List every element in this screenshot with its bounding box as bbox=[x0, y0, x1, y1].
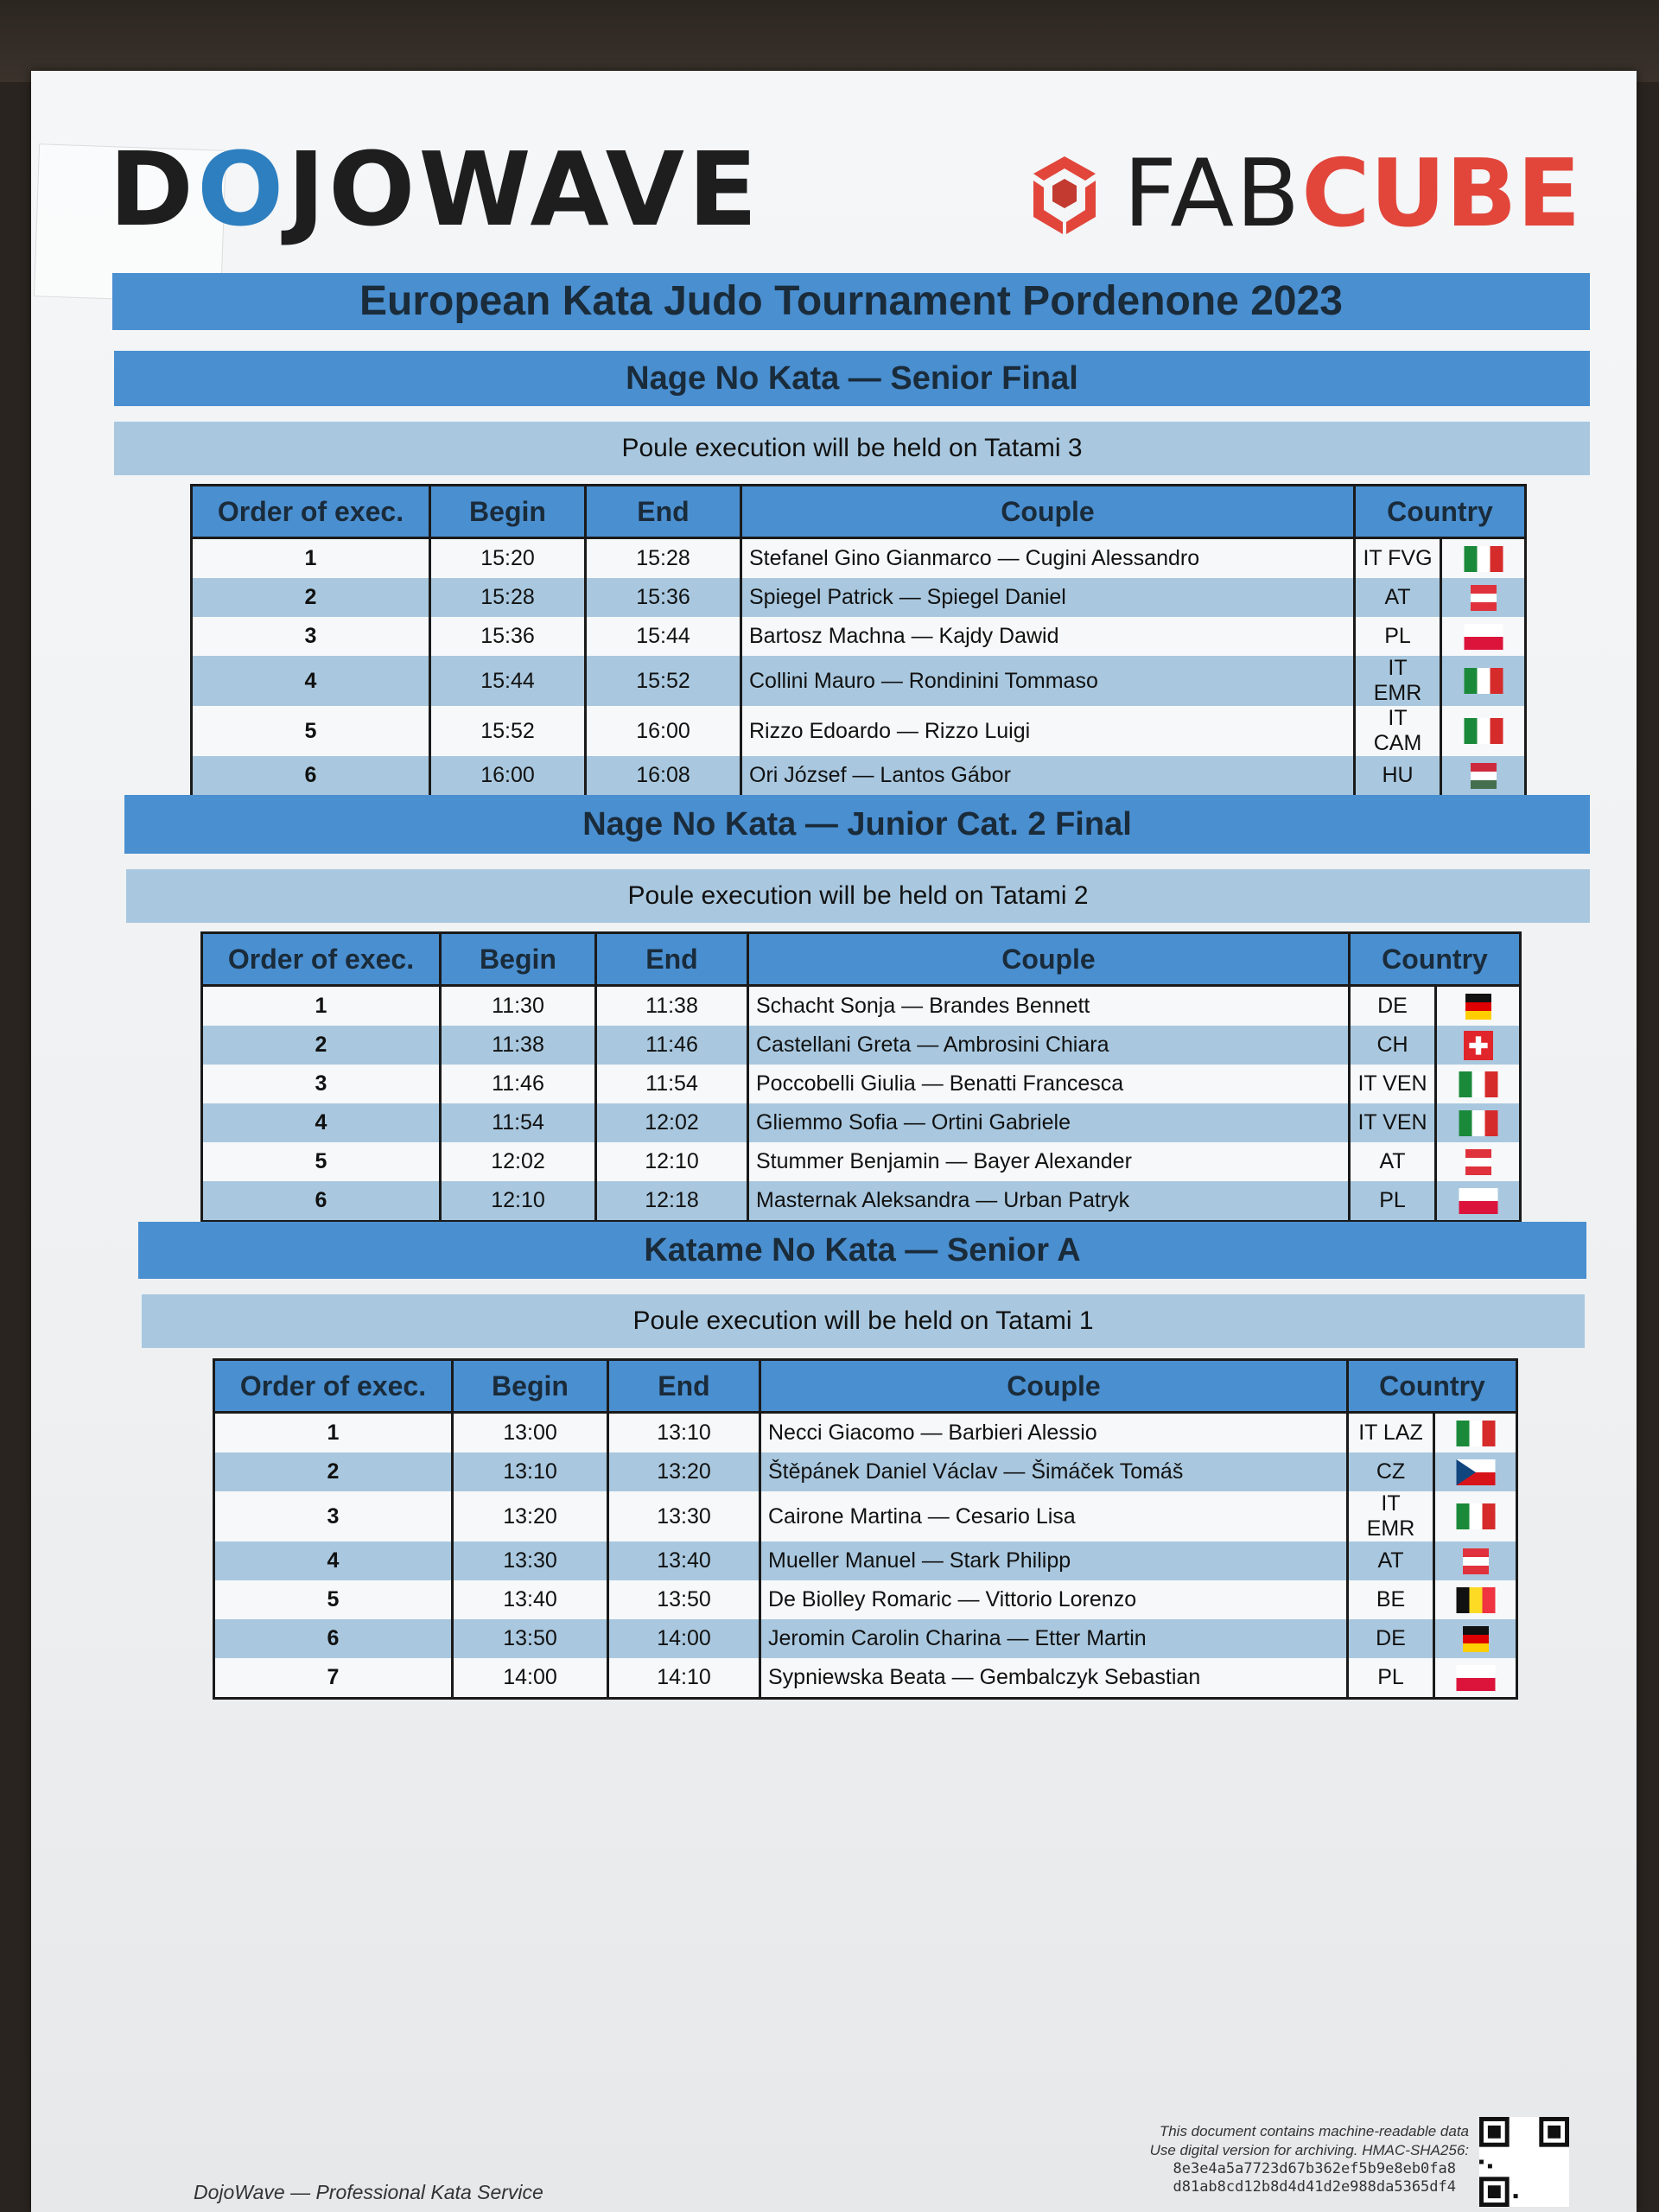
country-cell: PL bbox=[1348, 1658, 1434, 1699]
order-cell: 5 bbox=[192, 706, 430, 756]
begin-cell: 13:00 bbox=[453, 1413, 608, 1453]
begin-cell: 12:10 bbox=[441, 1181, 596, 1222]
cz-flag-icon bbox=[1454, 1459, 1497, 1485]
section-1-title: Nage No Kata — Senior Final bbox=[114, 351, 1590, 406]
end-cell: 15:52 bbox=[586, 656, 741, 706]
pl-flag-icon bbox=[1454, 1665, 1497, 1691]
col-begin: Begin bbox=[430, 486, 586, 538]
end-cell: 13:40 bbox=[608, 1541, 760, 1580]
country-cell: AT bbox=[1348, 1541, 1434, 1580]
end-cell: 13:50 bbox=[608, 1580, 760, 1619]
couple-cell: Rizzo Edoardo — Rizzo Luigi bbox=[741, 706, 1355, 756]
at-flag-icon bbox=[1454, 1548, 1497, 1574]
ch-flag-icon bbox=[1464, 1031, 1493, 1060]
flag-cell bbox=[1441, 617, 1526, 656]
begin-cell: 14:00 bbox=[453, 1658, 608, 1699]
flag-cell bbox=[1434, 1580, 1517, 1619]
begin-cell: 13:10 bbox=[453, 1452, 608, 1491]
couple-cell: Sypniewska Beata — Gembalczyk Sebastian bbox=[760, 1658, 1348, 1699]
flag-cell bbox=[1436, 1103, 1521, 1142]
col-end: End bbox=[586, 486, 741, 538]
end-cell: 15:28 bbox=[586, 538, 741, 579]
flag-cell bbox=[1434, 1413, 1517, 1453]
couple-cell: Stefanel Gino Gianmarco — Cugini Alessandro bbox=[741, 538, 1355, 579]
pl-flag-icon bbox=[1462, 624, 1505, 650]
country-cell: BE bbox=[1348, 1580, 1434, 1619]
couple-cell: Schacht Sonja — Brandes Bennett bbox=[748, 986, 1350, 1027]
col-order: Order of exec. bbox=[214, 1360, 453, 1413]
col-begin: Begin bbox=[453, 1360, 608, 1413]
begin-cell: 15:20 bbox=[430, 538, 586, 579]
couple-cell: Masternak Aleksandra — Urban Patryk bbox=[748, 1181, 1350, 1222]
table-row bbox=[192, 578, 1526, 617]
order-cell: 6 bbox=[202, 1181, 441, 1222]
end-cell: 12:10 bbox=[596, 1142, 748, 1181]
table-row bbox=[214, 1619, 1517, 1658]
order-cell: 3 bbox=[214, 1491, 453, 1541]
cube-text: CUBE bbox=[1301, 140, 1581, 248]
table-row bbox=[192, 756, 1526, 797]
qr-code-icon bbox=[1479, 2117, 1569, 2207]
country-cell: HU bbox=[1355, 756, 1441, 797]
section-3-title: Katame No Kata — Senior A bbox=[138, 1222, 1586, 1279]
tournament-title: European Kata Judo Tournament Pordenone 2023 bbox=[112, 273, 1590, 330]
flag-cell bbox=[1436, 1026, 1521, 1065]
table-row bbox=[214, 1658, 1517, 1699]
flag-cell bbox=[1441, 656, 1526, 706]
flag-cell bbox=[1434, 1658, 1517, 1699]
order-cell: 6 bbox=[214, 1619, 453, 1658]
footer-hash bbox=[1106, 2160, 1456, 2196]
end-cell: 12:18 bbox=[596, 1181, 748, 1222]
schedule-table-2 bbox=[200, 931, 1522, 1223]
end-cell: 16:00 bbox=[586, 706, 741, 756]
begin-cell: 15:44 bbox=[430, 656, 586, 706]
flag-cell bbox=[1434, 1452, 1517, 1491]
order-cell: 1 bbox=[202, 986, 441, 1027]
order-cell: 1 bbox=[192, 538, 430, 579]
footer-hash-line-2: d81ab8cd12b8d4d41d2e988da5365df4 bbox=[1173, 2178, 1456, 2196]
order-cell: 1 bbox=[214, 1413, 453, 1453]
table-row bbox=[214, 1413, 1517, 1453]
table-header-row bbox=[192, 486, 1526, 538]
footer-note-line-2: Use digital version for archiving. HMAC-SHA256: bbox=[1149, 2142, 1469, 2158]
couple-cell: Jeromin Carolin Charina — Etter Martin bbox=[760, 1619, 1348, 1658]
table-row bbox=[214, 1580, 1517, 1619]
col-couple: Couple bbox=[760, 1360, 1348, 1413]
it-flag-icon bbox=[1454, 1421, 1497, 1446]
country-cell: AT bbox=[1350, 1142, 1436, 1181]
country-cell: IT VEN bbox=[1350, 1103, 1436, 1142]
flag-cell bbox=[1441, 538, 1526, 579]
order-cell: 2 bbox=[192, 578, 430, 617]
fabcube-mark-icon bbox=[1028, 153, 1101, 236]
table-row bbox=[214, 1491, 1517, 1541]
order-cell: 2 bbox=[202, 1026, 441, 1065]
it-flag-icon bbox=[1462, 546, 1505, 572]
order-cell: 4 bbox=[202, 1103, 441, 1142]
order-cell: 5 bbox=[202, 1142, 441, 1181]
end-cell: 11:54 bbox=[596, 1065, 748, 1103]
country-cell: CH bbox=[1350, 1026, 1436, 1065]
flag-cell bbox=[1434, 1619, 1517, 1658]
de-flag-icon bbox=[1454, 1626, 1497, 1652]
table-row bbox=[192, 706, 1526, 756]
order-cell: 3 bbox=[192, 617, 430, 656]
table-row bbox=[202, 1142, 1521, 1181]
it-flag-icon bbox=[1457, 1110, 1500, 1136]
begin-cell: 13:40 bbox=[453, 1580, 608, 1619]
at-flag-icon bbox=[1462, 585, 1505, 611]
it-flag-icon bbox=[1462, 668, 1505, 694]
begin-cell: 12:02 bbox=[441, 1142, 596, 1181]
country-cell: IT VEN bbox=[1350, 1065, 1436, 1103]
begin-cell: 11:30 bbox=[441, 986, 596, 1027]
flag-cell bbox=[1441, 706, 1526, 756]
table-row bbox=[202, 986, 1521, 1027]
end-cell: 13:10 bbox=[608, 1413, 760, 1453]
couple-cell: Štěpánek Daniel Václav — Šimáček Tomáš bbox=[760, 1452, 1348, 1491]
table-row bbox=[214, 1452, 1517, 1491]
order-cell: 4 bbox=[214, 1541, 453, 1580]
section-2-title: Nage No Kata — Junior Cat. 2 Final bbox=[124, 795, 1590, 854]
country-cell: DE bbox=[1350, 986, 1436, 1027]
begin-cell: 13:30 bbox=[453, 1541, 608, 1580]
flag-cell bbox=[1434, 1541, 1517, 1580]
begin-cell: 11:54 bbox=[441, 1103, 596, 1142]
couple-cell: Mueller Manuel — Stark Philipp bbox=[760, 1541, 1348, 1580]
flag-cell bbox=[1441, 756, 1526, 797]
end-cell: 16:08 bbox=[586, 756, 741, 797]
couple-cell: Bartosz Machna — Kajdy Dawid bbox=[741, 617, 1355, 656]
country-cell: IT EMR bbox=[1348, 1491, 1434, 1541]
begin-cell: 13:50 bbox=[453, 1619, 608, 1658]
col-couple: Couple bbox=[741, 486, 1355, 538]
background-door bbox=[0, 0, 1659, 82]
end-cell: 13:20 bbox=[608, 1452, 760, 1491]
order-cell: 7 bbox=[214, 1658, 453, 1699]
table-header-row bbox=[214, 1360, 1517, 1413]
col-order: Order of exec. bbox=[192, 486, 430, 538]
couple-cell: Necci Giacomo — Barbieri Alessio bbox=[760, 1413, 1348, 1453]
end-cell: 12:02 bbox=[596, 1103, 748, 1142]
begin-cell: 15:36 bbox=[430, 617, 586, 656]
footer-note bbox=[1106, 2122, 1469, 2160]
country-cell: IT CAM bbox=[1355, 706, 1441, 756]
end-cell: 11:38 bbox=[596, 986, 748, 1027]
col-country: Country bbox=[1350, 933, 1521, 986]
col-begin: Begin bbox=[441, 933, 596, 986]
table-row bbox=[202, 1065, 1521, 1103]
de-flag-icon bbox=[1457, 994, 1500, 1020]
col-couple: Couple bbox=[748, 933, 1350, 986]
end-cell: 13:30 bbox=[608, 1491, 760, 1541]
begin-cell: 13:20 bbox=[453, 1491, 608, 1541]
footer-company: DojoWave — Professional Kata Service bbox=[194, 2181, 543, 2203]
end-cell: 15:44 bbox=[586, 617, 741, 656]
country-cell: DE bbox=[1348, 1619, 1434, 1658]
section-2-note: Poule execution will be held on Tatami 2 bbox=[126, 869, 1590, 923]
pl-flag-icon bbox=[1457, 1188, 1500, 1214]
fab-text: FAB bbox=[1123, 140, 1302, 248]
section-1-note: Poule execution will be held on Tatami 3 bbox=[114, 422, 1590, 475]
flag-cell bbox=[1436, 986, 1521, 1027]
fabcube-wordmark bbox=[1123, 140, 1581, 248]
table-row bbox=[202, 1103, 1521, 1142]
end-cell: 15:36 bbox=[586, 578, 741, 617]
flag-cell bbox=[1436, 1181, 1521, 1222]
country-cell: IT FVG bbox=[1355, 538, 1441, 579]
couple-cell: Cairone Martina — Cesario Lisa bbox=[760, 1491, 1348, 1541]
flag-cell bbox=[1434, 1491, 1517, 1541]
order-cell: 2 bbox=[214, 1452, 453, 1491]
end-cell: 14:00 bbox=[608, 1619, 760, 1658]
table-row bbox=[202, 1026, 1521, 1065]
section-3-note: Poule execution will be held on Tatami 1 bbox=[142, 1294, 1585, 1348]
flag-cell bbox=[1441, 578, 1526, 617]
couple-cell: Castellani Greta — Ambrosini Chiara bbox=[748, 1026, 1350, 1065]
end-cell: 14:10 bbox=[608, 1658, 760, 1699]
couple-cell: Gliemmo Sofia — Ortini Gabriele bbox=[748, 1103, 1350, 1142]
col-country: Country bbox=[1348, 1360, 1517, 1413]
country-cell: CZ bbox=[1348, 1452, 1434, 1491]
table-row bbox=[192, 538, 1526, 579]
order-cell: 5 bbox=[214, 1580, 453, 1619]
col-country: Country bbox=[1355, 486, 1526, 538]
hu-flag-icon bbox=[1462, 763, 1505, 789]
table-row bbox=[192, 656, 1526, 706]
footer-note-line-1: This document contains machine-readable data bbox=[1159, 2123, 1469, 2139]
begin-cell: 11:46 bbox=[441, 1065, 596, 1103]
couple-cell: Spiegel Patrick — Spiegel Daniel bbox=[741, 578, 1355, 617]
col-end: End bbox=[596, 933, 748, 986]
country-cell: PL bbox=[1355, 617, 1441, 656]
country-cell: PL bbox=[1350, 1181, 1436, 1222]
table-row bbox=[202, 1181, 1521, 1222]
col-order: Order of exec. bbox=[202, 933, 441, 986]
col-end: End bbox=[608, 1360, 760, 1413]
couple-cell: Ori József — Lantos Gábor bbox=[741, 756, 1355, 797]
begin-cell: 15:28 bbox=[430, 578, 586, 617]
order-cell: 4 bbox=[192, 656, 430, 706]
order-cell: 3 bbox=[202, 1065, 441, 1103]
fabcube-logo bbox=[1028, 140, 1581, 248]
order-cell: 6 bbox=[192, 756, 430, 797]
footer-hash-line-1: 8e3e4a5a7723d67b362ef5b9e8eb0fa8 bbox=[1173, 2160, 1456, 2177]
it-flag-icon bbox=[1462, 718, 1505, 744]
country-cell: IT EMR bbox=[1355, 656, 1441, 706]
dojowave-o-ring-icon: O bbox=[196, 130, 288, 249]
country-cell: IT LAZ bbox=[1348, 1413, 1434, 1453]
schedule-table-1 bbox=[190, 484, 1527, 798]
it-flag-icon bbox=[1454, 1503, 1497, 1529]
at-flag-icon bbox=[1457, 1149, 1500, 1175]
begin-cell: 15:52 bbox=[430, 706, 586, 756]
table-row bbox=[192, 617, 1526, 656]
dojowave-logo: DOJOWAVE bbox=[109, 130, 761, 249]
end-cell: 11:46 bbox=[596, 1026, 748, 1065]
flag-cell bbox=[1436, 1142, 1521, 1181]
couple-cell: Poccobelli Giulia — Benatti Francesca bbox=[748, 1065, 1350, 1103]
table-row bbox=[214, 1541, 1517, 1580]
table-header-row bbox=[202, 933, 1521, 986]
flag-cell bbox=[1436, 1065, 1521, 1103]
couple-cell: Collini Mauro — Rondinini Tommaso bbox=[741, 656, 1355, 706]
couple-cell: De Biolley Romaric — Vittorio Lorenzo bbox=[760, 1580, 1348, 1619]
begin-cell: 11:38 bbox=[441, 1026, 596, 1065]
couple-cell: Stummer Benjamin — Bayer Alexander bbox=[748, 1142, 1350, 1181]
schedule-table-3 bbox=[213, 1358, 1518, 1700]
it-flag-icon bbox=[1457, 1071, 1500, 1097]
country-cell: AT bbox=[1355, 578, 1441, 617]
be-flag-icon bbox=[1454, 1587, 1497, 1613]
begin-cell: 16:00 bbox=[430, 756, 586, 797]
